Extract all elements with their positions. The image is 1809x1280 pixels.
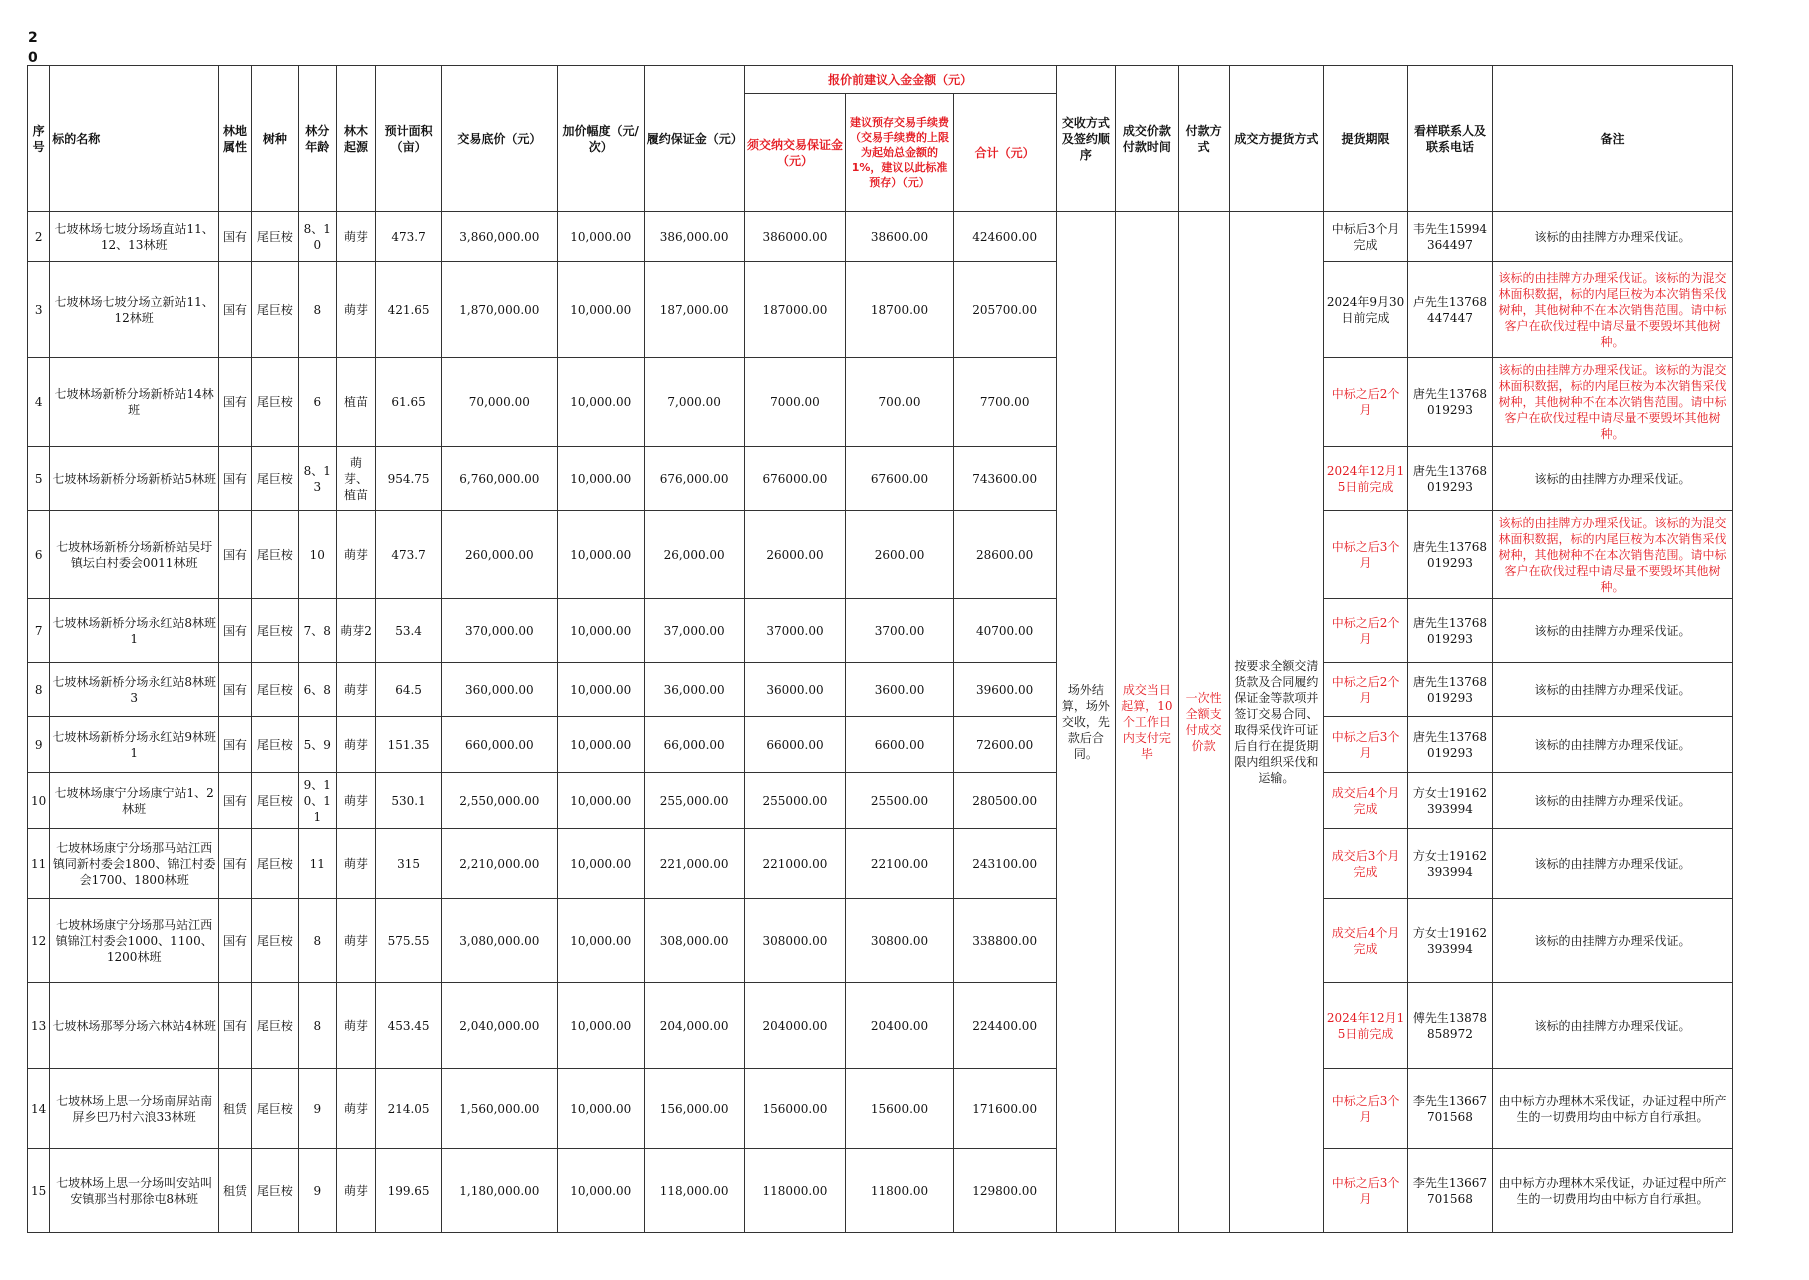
cell-contact: 傅先生13878858972 [1407, 983, 1492, 1069]
cell-origin: 萌芽 [336, 717, 375, 773]
cell-deposit: 7000.00 [744, 358, 846, 447]
cell-seq: 10 [28, 773, 50, 829]
cell-area: 453.45 [376, 983, 442, 1069]
cell-note: 该标的由挂牌方办理采伐证。 [1492, 773, 1732, 829]
cell-increment: 10,000.00 [557, 358, 644, 447]
cell-land: 国有 [219, 717, 252, 773]
cell-note: 该标的由挂牌方办理采伐证。 [1492, 983, 1732, 1069]
cell-pickup-period: 2024年12月15日前完成 [1324, 447, 1408, 511]
table-row [28, 1149, 1733, 1233]
cell-name: 七坡林场七坡分场立新站11、12林班 [50, 262, 219, 358]
cell-deposit: 156000.00 [744, 1069, 846, 1149]
table-row [28, 511, 1733, 599]
cell-area: 421.65 [376, 262, 442, 358]
cell-seq: 6 [28, 511, 50, 599]
cell-note: 该标的由挂牌方办理采伐证。该标的为混交林面积数据，标的内尾巨桉为本次销售采伐树种，其他树种不在本次销售范围。请中标客户在砍伐过程中请尽量不要毁坏其他树种。 [1492, 358, 1732, 447]
cell-pickup-period: 中标之后2个月 [1324, 663, 1408, 717]
cell-name: 七坡林场新桥分场永红站8林班3 [50, 663, 219, 717]
table-row [28, 983, 1733, 1069]
cell-fee: 18700.00 [846, 262, 953, 358]
cell-base-price: 6,760,000.00 [441, 447, 557, 511]
cell-increment: 10,000.00 [557, 447, 644, 511]
cell-area: 575.55 [376, 899, 442, 983]
cell-seq: 12 [28, 899, 50, 983]
cell-contact: 唐先生13768019293 [1407, 717, 1492, 773]
cell-contact: 韦先生15994364497 [1407, 212, 1492, 262]
cell-increment: 10,000.00 [557, 983, 644, 1069]
cell-land: 国有 [219, 983, 252, 1069]
cell-increment: 10,000.00 [557, 511, 644, 599]
cell-base-price: 370,000.00 [441, 599, 557, 663]
cell-contact: 唐先生13768019293 [1407, 447, 1492, 511]
cell-name: 七坡林场新桥分场新桥站吴圩镇坛白村委会0011林班 [50, 511, 219, 599]
cell-age: 8 [298, 262, 336, 358]
cell-age: 8、13 [298, 447, 336, 511]
cell-total: 72600.00 [953, 717, 1056, 773]
merged-receive: 场外结算，场外交收，先款后合同。 [1056, 212, 1115, 1233]
cell-base-price: 360,000.00 [441, 663, 557, 717]
cell-seq: 11 [28, 829, 50, 899]
cell-note: 由中标方办理林木采伐证，办证过程中所产生的一切费用均由中标方自行承担。 [1492, 1149, 1732, 1233]
cell-fee: 3600.00 [846, 663, 953, 717]
cell-species: 尾巨桉 [251, 212, 298, 262]
cell-species: 尾巨桉 [251, 447, 298, 511]
cell-origin: 萌芽 [336, 899, 375, 983]
cell-seq: 3 [28, 262, 50, 358]
cell-species: 尾巨桉 [251, 1069, 298, 1149]
cell-species: 尾巨桉 [251, 599, 298, 663]
cell-age: 5、9 [298, 717, 336, 773]
table-row [28, 899, 1733, 983]
cell-note: 该标的由挂牌方办理采伐证。 [1492, 829, 1732, 899]
cell-fee: 25500.00 [846, 773, 953, 829]
cell-land: 租赁 [219, 1149, 252, 1233]
cell-fee: 67600.00 [846, 447, 953, 511]
header-pay-method: 付款方式 [1178, 66, 1229, 212]
table-row [28, 262, 1733, 358]
cell-contact: 方女士19162393994 [1407, 899, 1492, 983]
cell-origin: 萌芽2 [336, 599, 375, 663]
cell-pickup-period: 中标之后3个月 [1324, 511, 1408, 599]
cell-contact: 唐先生13768019293 [1407, 511, 1492, 599]
cell-base-price: 70,000.00 [441, 358, 557, 447]
table-row [28, 663, 1733, 717]
cell-pickup-period: 成交后3个月完成 [1324, 829, 1408, 899]
cell-age: 8、10 [298, 212, 336, 262]
cell-area: 53.4 [376, 599, 442, 663]
cell-base-price: 1,870,000.00 [441, 262, 557, 358]
cell-deposit: 187000.00 [744, 262, 846, 358]
cell-origin: 萌芽、植苗 [336, 447, 375, 511]
cell-land: 国有 [219, 358, 252, 447]
cell-area: 473.7 [376, 212, 442, 262]
cell-pickup-period: 2024年9月30日前完成 [1324, 262, 1408, 358]
cell-total: 40700.00 [953, 599, 1056, 663]
cell-total: 243100.00 [953, 829, 1056, 899]
cell-area: 151.35 [376, 717, 442, 773]
cell-note: 该标的由挂牌方办理采伐证。 [1492, 899, 1732, 983]
cell-note: 该标的由挂牌方办理采伐证。该标的为混交林面积数据，标的内尾巨桉为本次销售采伐树种，其他树种不在本次销售范围。请中标客户在砍伐过程中请尽量不要毁坏其他树种。 [1492, 262, 1732, 358]
table-body [28, 212, 1733, 1233]
merged-pay-time: 成交当日起算，10个工作日内支付完毕 [1116, 212, 1179, 1233]
cell-species: 尾巨桉 [251, 829, 298, 899]
cell-species: 尾巨桉 [251, 262, 298, 358]
cell-area: 954.75 [376, 447, 442, 511]
cell-pickup-period: 中标后3个月完成 [1324, 212, 1408, 262]
cell-land: 国有 [219, 663, 252, 717]
cell-name: 七坡林场康宁分场康宁站1、2林班 [50, 773, 219, 829]
cell-land: 国有 [219, 829, 252, 899]
cell-total: 205700.00 [953, 262, 1056, 358]
cell-age: 8 [298, 983, 336, 1069]
cell-bond: 37,000.00 [644, 599, 744, 663]
cell-deposit: 26000.00 [744, 511, 846, 599]
cell-deposit: 255000.00 [744, 773, 846, 829]
cell-area: 199.65 [376, 1149, 442, 1233]
cell-seq: 5 [28, 447, 50, 511]
cell-bond: 66,000.00 [644, 717, 744, 773]
cell-area: 214.05 [376, 1069, 442, 1149]
cell-fee: 11800.00 [846, 1149, 953, 1233]
cell-bond: 187,000.00 [644, 262, 744, 358]
cell-land: 国有 [219, 262, 252, 358]
table-header [28, 66, 1733, 212]
cell-land: 国有 [219, 511, 252, 599]
cell-base-price: 660,000.00 [441, 717, 557, 773]
cell-fee: 20400.00 [846, 983, 953, 1069]
cell-pickup-period: 成交后4个月完成 [1324, 773, 1408, 829]
cell-bond: 386,000.00 [644, 212, 744, 262]
cell-fee: 22100.00 [846, 829, 953, 899]
cell-total: 28600.00 [953, 511, 1056, 599]
cell-total: 424600.00 [953, 212, 1056, 262]
cell-note: 该标的由挂牌方办理采伐证。 [1492, 212, 1732, 262]
cell-fee: 3700.00 [846, 599, 953, 663]
cell-area: 61.65 [376, 358, 442, 447]
cell-fee: 2600.00 [846, 511, 953, 599]
cell-bond: 7,000.00 [644, 358, 744, 447]
header-total: 合计（元） [953, 94, 1056, 212]
cell-increment: 10,000.00 [557, 663, 644, 717]
cell-origin: 萌芽 [336, 511, 375, 599]
cell-total: 224400.00 [953, 983, 1056, 1069]
header-pickup-period: 提货期限 [1324, 66, 1408, 212]
cell-seq: 4 [28, 358, 50, 447]
cell-base-price: 260,000.00 [441, 511, 557, 599]
cell-bond: 204,000.00 [644, 983, 744, 1069]
cell-seq: 13 [28, 983, 50, 1069]
cell-contact: 李先生13667701568 [1407, 1149, 1492, 1233]
cell-deposit: 36000.00 [744, 663, 846, 717]
cell-name: 七坡林场新桥分场新桥站5林班 [50, 447, 219, 511]
header-pay-time: 成交价款付款时间 [1116, 66, 1179, 212]
cell-species: 尾巨桉 [251, 358, 298, 447]
cell-age: 7、8 [298, 599, 336, 663]
cell-fee: 30800.00 [846, 899, 953, 983]
cell-contact: 卢先生13768447447 [1407, 262, 1492, 358]
cell-total: 171600.00 [953, 1069, 1056, 1149]
header-name: 标的名称 [50, 66, 219, 212]
cell-seq: 8 [28, 663, 50, 717]
cell-seq: 9 [28, 717, 50, 773]
cell-bond: 156,000.00 [644, 1069, 744, 1149]
cell-name: 七坡林场七坡分场场直站11、12、13林班 [50, 212, 219, 262]
cell-increment: 10,000.00 [557, 1069, 644, 1149]
cell-age: 9 [298, 1069, 336, 1149]
cell-increment: 10,000.00 [557, 1149, 644, 1233]
cell-name: 七坡林场那琴分场六林站4林班 [50, 983, 219, 1069]
cell-fee: 15600.00 [846, 1069, 953, 1149]
cell-deposit: 308000.00 [744, 899, 846, 983]
cell-bond: 36,000.00 [644, 663, 744, 717]
cell-species: 尾巨桉 [251, 773, 298, 829]
cell-total: 338800.00 [953, 899, 1056, 983]
cell-increment: 10,000.00 [557, 599, 644, 663]
cell-pickup-period: 成交后4个月完成 [1324, 899, 1408, 983]
cell-age: 6、8 [298, 663, 336, 717]
cell-origin: 萌芽 [336, 212, 375, 262]
table-row [28, 599, 1733, 663]
table-row [28, 447, 1733, 511]
cell-fee: 700.00 [846, 358, 953, 447]
cell-species: 尾巨桉 [251, 983, 298, 1069]
cell-land: 国有 [219, 447, 252, 511]
table-row [28, 717, 1733, 773]
cell-seq: 2 [28, 212, 50, 262]
header-land: 林地属性 [219, 66, 252, 212]
cell-origin: 萌芽 [336, 983, 375, 1069]
cell-base-price: 2,210,000.00 [441, 829, 557, 899]
cell-contact: 李先生13667701568 [1407, 1069, 1492, 1149]
cell-deposit: 386000.00 [744, 212, 846, 262]
cell-pickup-period: 中标之后2个月 [1324, 599, 1408, 663]
cell-species: 尾巨桉 [251, 1149, 298, 1233]
cell-pickup-period: 中标之后3个月 [1324, 717, 1408, 773]
cell-contact: 唐先生13768019293 [1407, 663, 1492, 717]
header-increment: 加价幅度（元/次） [557, 66, 644, 212]
table-row [28, 358, 1733, 447]
cell-land: 国有 [219, 773, 252, 829]
table-row [28, 773, 1733, 829]
cell-age: 9、10、11 [298, 773, 336, 829]
cell-species: 尾巨桉 [251, 663, 298, 717]
cell-bond: 308,000.00 [644, 899, 744, 983]
header-group-suggested-deposit: 报价前建议入金金额（元） [744, 66, 1056, 94]
cell-pickup-period: 中标之后3个月 [1324, 1149, 1408, 1233]
header-deposit: 须交纳交易保证金（元） [744, 94, 846, 212]
cell-fee: 38600.00 [846, 212, 953, 262]
cell-species: 尾巨桉 [251, 899, 298, 983]
cell-base-price: 1,560,000.00 [441, 1069, 557, 1149]
cell-fee: 6600.00 [846, 717, 953, 773]
cell-increment: 10,000.00 [557, 262, 644, 358]
header-receive: 交收方式及签约顺序 [1056, 66, 1115, 212]
cell-increment: 10,000.00 [557, 899, 644, 983]
cell-name: 七坡林场新桥分场新桥站14林班 [50, 358, 219, 447]
cell-base-price: 2,550,000.00 [441, 773, 557, 829]
cell-pickup-period: 中标之后2个月 [1324, 358, 1408, 447]
cell-seq: 14 [28, 1069, 50, 1149]
cell-bond: 221,000.00 [644, 829, 744, 899]
cell-bond: 676,000.00 [644, 447, 744, 511]
cell-land: 租赁 [219, 1069, 252, 1149]
cell-age: 9 [298, 1149, 336, 1233]
cell-note: 该标的由挂牌方办理采伐证。 [1492, 717, 1732, 773]
cell-base-price: 3,860,000.00 [441, 212, 557, 262]
header-origin: 林木起源 [336, 66, 375, 212]
cell-note: 该标的由挂牌方办理采伐证。 [1492, 599, 1732, 663]
cell-total: 743600.00 [953, 447, 1056, 511]
cell-contact: 方女士19162393994 [1407, 773, 1492, 829]
cell-age: 11 [298, 829, 336, 899]
cell-origin: 植苗 [336, 358, 375, 447]
cell-deposit: 66000.00 [744, 717, 846, 773]
cell-name: 七坡林场康宁分场那马站江西镇锦江村委会1000、1100、1200林班 [50, 899, 219, 983]
cell-note: 该标的由挂牌方办理采伐证。该标的为混交林面积数据，标的内尾巨桉为本次销售采伐树种，其他树种不在本次销售范围。请中标客户在砍伐过程中请尽量不要毁坏其他树种。 [1492, 511, 1732, 599]
cell-species: 尾巨桉 [251, 511, 298, 599]
cell-deposit: 676000.00 [744, 447, 846, 511]
header-species: 树种 [251, 66, 298, 212]
cell-increment: 10,000.00 [557, 212, 644, 262]
cell-contact: 唐先生13768019293 [1407, 358, 1492, 447]
cell-origin: 萌芽 [336, 773, 375, 829]
cell-pickup-period: 中标之后3个月 [1324, 1069, 1408, 1149]
cell-seq: 15 [28, 1149, 50, 1233]
cell-name: 七坡林场上思一分场南屏站南屏乡巴乃村六浪33林班 [50, 1069, 219, 1149]
cell-deposit: 118000.00 [744, 1149, 846, 1233]
listing-table [27, 65, 1733, 1233]
cell-base-price: 3,080,000.00 [441, 899, 557, 983]
cell-total: 7700.00 [953, 358, 1056, 447]
merged-pay-method: 一次性全额支付成交价款 [1178, 212, 1229, 1233]
cell-bond: 26,000.00 [644, 511, 744, 599]
cell-pickup-period: 2024年12月15日前完成 [1324, 983, 1408, 1069]
cell-age: 10 [298, 511, 336, 599]
table-row [28, 1069, 1733, 1149]
cell-age: 6 [298, 358, 336, 447]
cell-bond: 255,000.00 [644, 773, 744, 829]
cell-seq: 7 [28, 599, 50, 663]
cell-area: 64.5 [376, 663, 442, 717]
merged-pickup-method: 按要求全额交清货款及合同履约保证金等款项并签订交易合同、取得采伐许可证后自行在提货期限内组织采伐和运输。 [1229, 212, 1323, 1233]
header-area: 预计面积（亩） [376, 66, 442, 212]
cell-area: 315 [376, 829, 442, 899]
cell-note: 该标的由挂牌方办理采伐证。 [1492, 663, 1732, 717]
cell-total: 39600.00 [953, 663, 1056, 717]
cell-origin: 萌芽 [336, 663, 375, 717]
cell-area: 473.7 [376, 511, 442, 599]
page-marker: 20 [28, 30, 38, 66]
header-seq: 序号 [28, 66, 50, 212]
cell-origin: 萌芽 [336, 1069, 375, 1149]
cell-land: 国有 [219, 212, 252, 262]
cell-area: 530.1 [376, 773, 442, 829]
cell-total: 280500.00 [953, 773, 1056, 829]
cell-name: 七坡林场康宁分场那马站江西镇同新村委会1800、锦江村委会1700、1800林班 [50, 829, 219, 899]
cell-contact: 方女士19162393994 [1407, 829, 1492, 899]
cell-land: 国有 [219, 899, 252, 983]
cell-note: 该标的由挂牌方办理采伐证。 [1492, 447, 1732, 511]
table-row [28, 212, 1733, 262]
header-note: 备注 [1492, 66, 1732, 212]
cell-total: 129800.00 [953, 1149, 1056, 1233]
cell-name: 七坡林场新桥分场永红站8林班1 [50, 599, 219, 663]
cell-deposit: 37000.00 [744, 599, 846, 663]
cell-base-price: 1,180,000.00 [441, 1149, 557, 1233]
cell-base-price: 2,040,000.00 [441, 983, 557, 1069]
cell-contact: 唐先生13768019293 [1407, 599, 1492, 663]
cell-origin: 萌芽 [336, 1149, 375, 1233]
cell-name: 七坡林场新桥分场永红站9林班1 [50, 717, 219, 773]
header-pickup-method: 成交方提货方式 [1229, 66, 1323, 212]
cell-origin: 萌芽 [336, 262, 375, 358]
cell-deposit: 221000.00 [744, 829, 846, 899]
cell-land: 国有 [219, 599, 252, 663]
cell-age: 8 [298, 899, 336, 983]
header-age: 林分年龄 [298, 66, 336, 212]
cell-bond: 118,000.00 [644, 1149, 744, 1233]
cell-increment: 10,000.00 [557, 773, 644, 829]
cell-species: 尾巨桉 [251, 717, 298, 773]
cell-increment: 10,000.00 [557, 829, 644, 899]
cell-increment: 10,000.00 [557, 717, 644, 773]
header-base-price: 交易底价（元） [441, 66, 557, 212]
table-row [28, 829, 1733, 899]
header-fee: 建议预存交易手续费（交易手续费的上限为起始总金额的1%，建议以此标准预存）（元） [846, 94, 953, 212]
cell-origin: 萌芽 [336, 829, 375, 899]
cell-name: 七坡林场上思一分场叫安站叫安镇那当村那徐屯8林班 [50, 1149, 219, 1233]
cell-deposit: 204000.00 [744, 983, 846, 1069]
header-bond: 履约保证金（元） [644, 66, 744, 212]
header-contact: 看样联系人及联系电话 [1407, 66, 1492, 212]
cell-note: 由中标方办理林木采伐证，办证过程中所产生的一切费用均由中标方自行承担。 [1492, 1069, 1732, 1149]
